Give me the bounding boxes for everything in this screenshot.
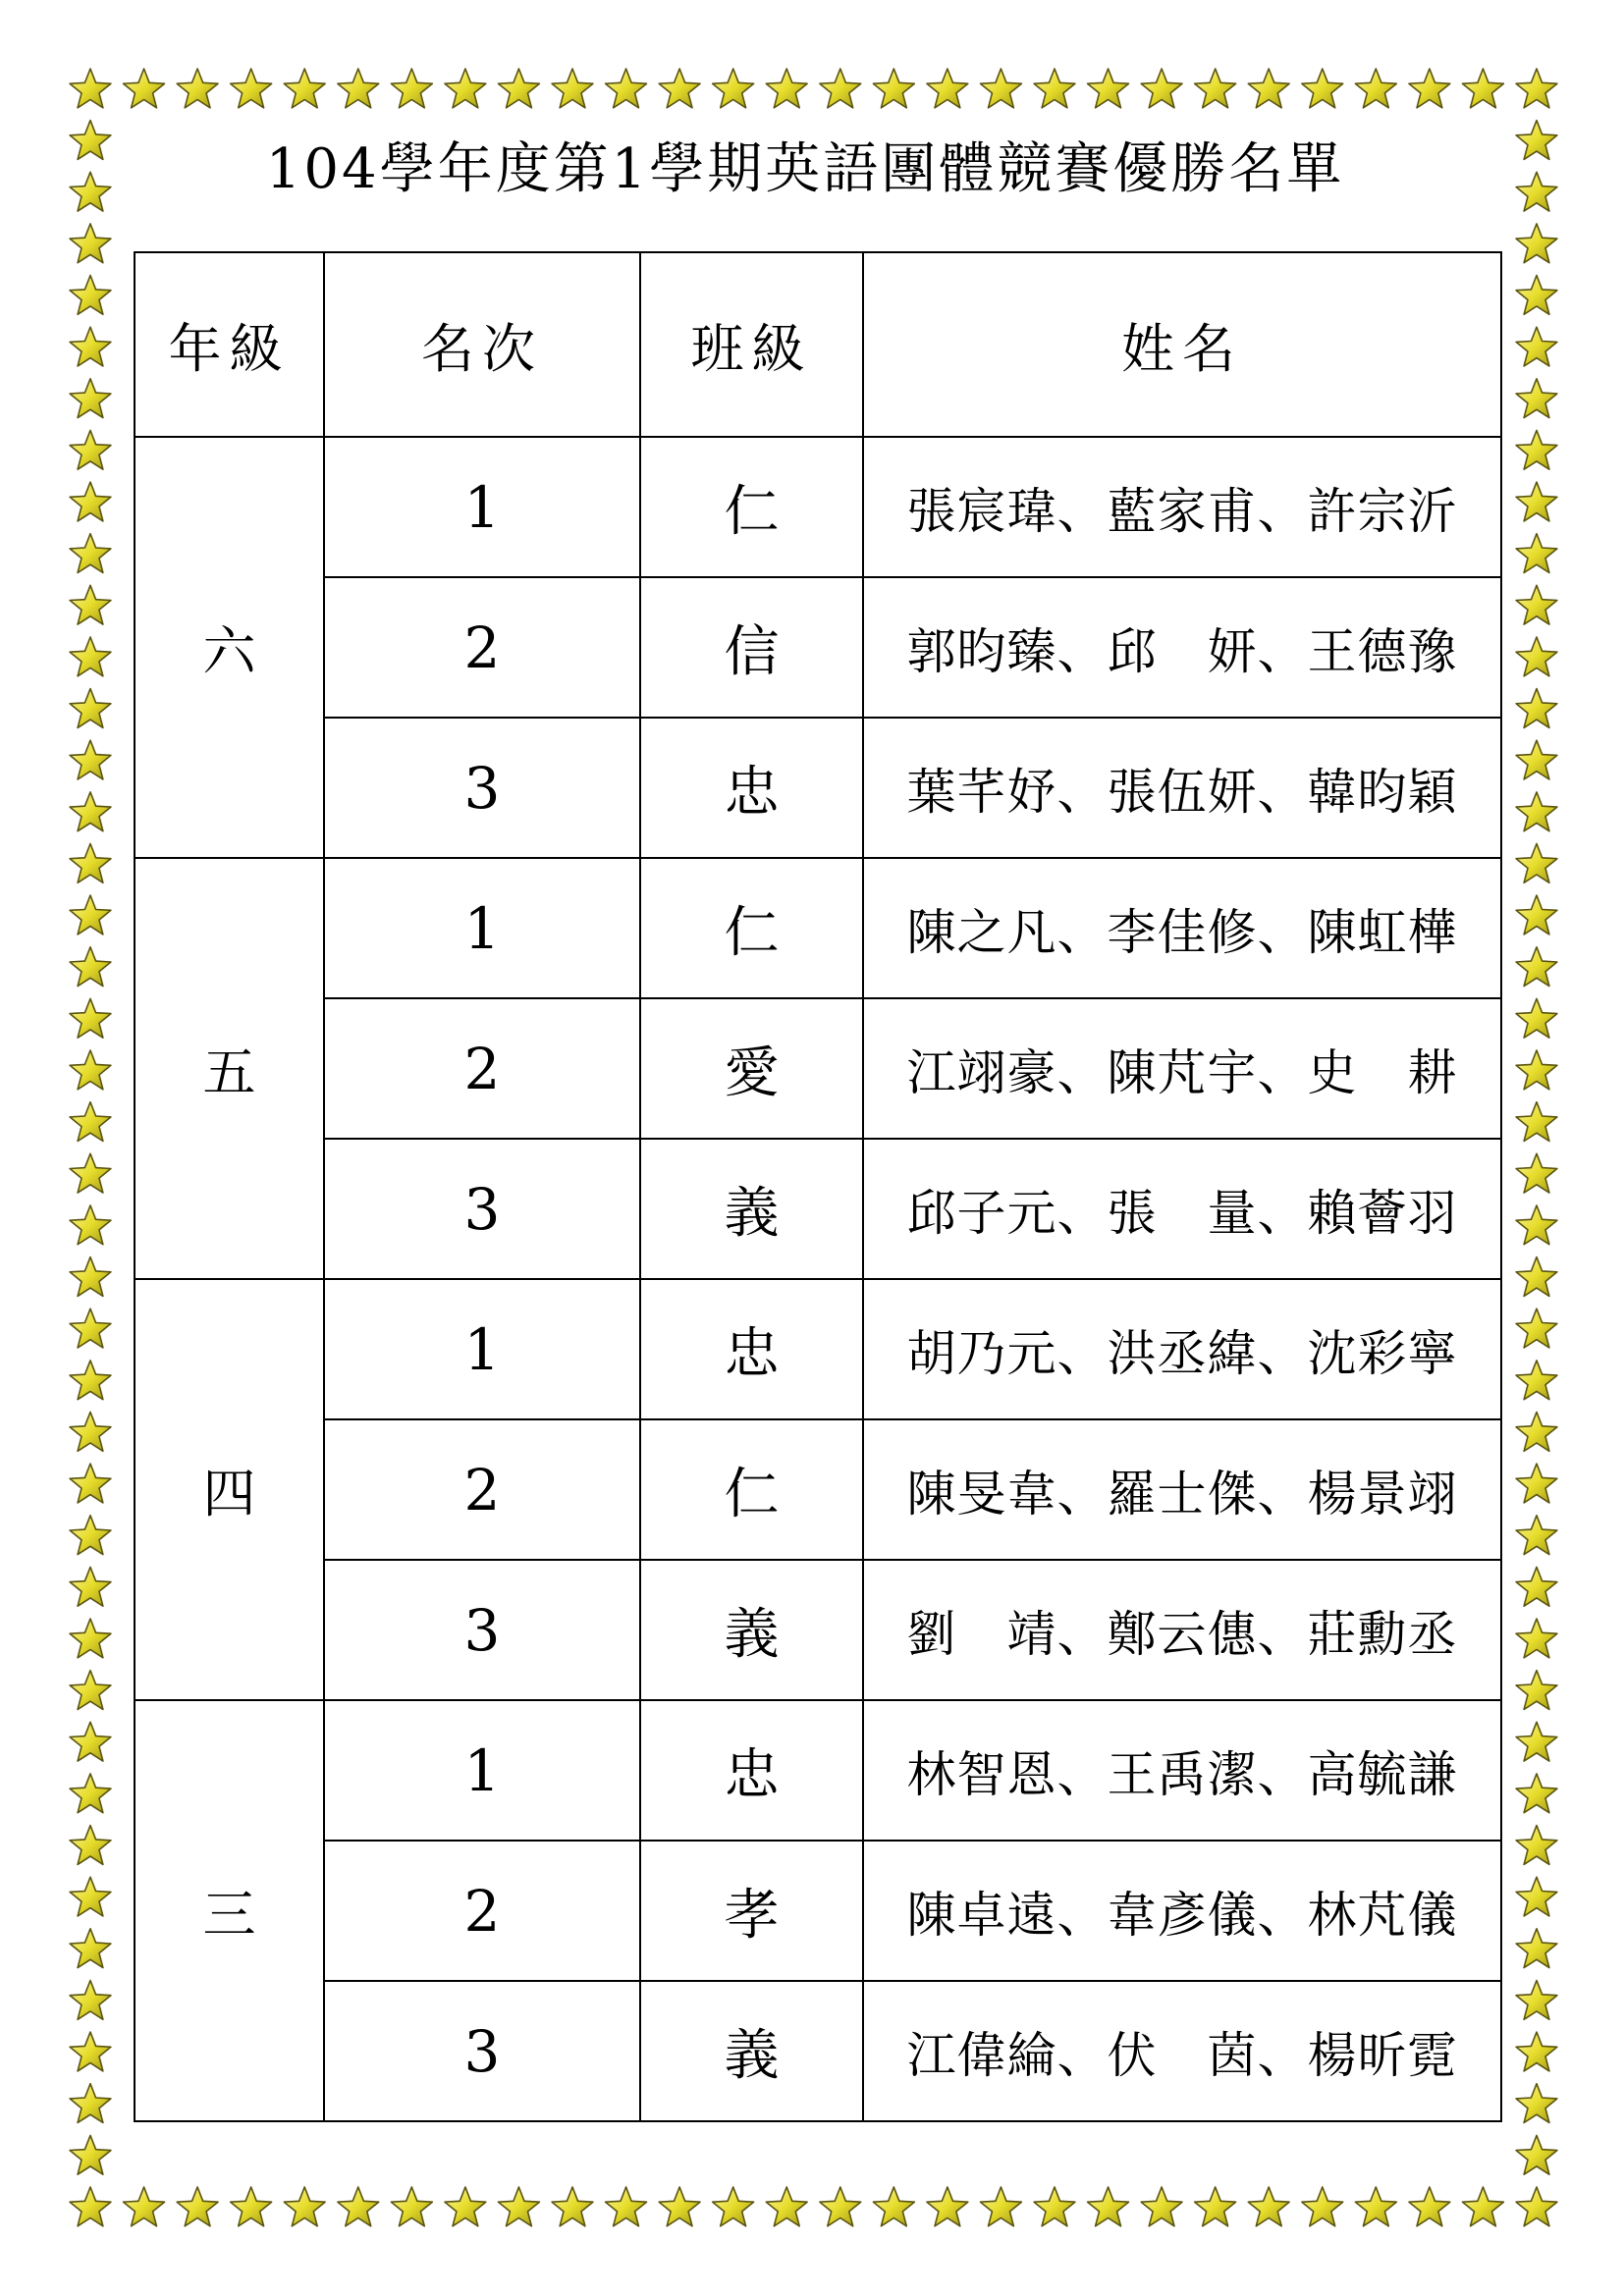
star-icon [70,1205,111,1245]
rank-cell: 1 [324,1279,640,1419]
grade-cell: 四 [135,1279,324,1700]
star-icon [1516,1981,1557,2020]
star-icon [820,2187,861,2226]
star-icon [1516,1464,1557,1503]
header-names: 姓名 [863,252,1501,437]
grade-cell: 五 [135,858,324,1279]
star-icon [766,2187,807,2226]
grade-cell: 六 [135,437,324,858]
star-icon [284,2187,325,2226]
star-icon [1516,2032,1557,2071]
star-icon [1516,689,1557,728]
star-icon [1516,327,1557,366]
star-icon [1516,224,1557,263]
rank-cell: 1 [324,437,640,577]
names-cell: 邱子元、張 量、賴薈羽 [863,1139,1501,1279]
star-icon [70,224,111,263]
table-row [135,858,1501,998]
class-cell: 仁 [640,1419,863,1560]
star-icon [1195,2187,1236,2226]
class-cell: 仁 [640,437,863,577]
star-icon [1088,69,1129,108]
star-icon [70,1308,111,1348]
star-icon [70,1619,111,1658]
table-row [135,1700,1501,1841]
star-icon [70,689,111,728]
names-cell: 陳之凡、李佳修、陳虹樺 [863,858,1501,998]
star-icon [70,2084,111,2123]
table-row [135,577,1501,718]
star-icon [70,1464,111,1503]
star-icon [1141,69,1182,108]
class-cell: 孝 [640,1841,863,1981]
star-icon [1516,2187,1557,2226]
star-icon [1516,1516,1557,1555]
star-icon [1463,2187,1504,2226]
star-icon [70,740,111,779]
class-cell: 忠 [640,1279,863,1419]
star-icon [1409,2187,1450,2226]
star-icon [70,379,111,418]
star-icon [391,2187,432,2226]
star-icon [70,327,111,366]
star-icon [499,69,540,108]
star-icon [1302,69,1343,108]
names-cell: 林智恩、王禹潔、高毓謙 [863,1700,1501,1841]
grade-cell: 三 [135,1700,324,2121]
star-icon [70,1516,111,1555]
star-icon [70,2135,111,2174]
rank-cell: 2 [324,1841,640,1981]
star-icon [1516,1877,1557,1916]
star-icon [499,2187,540,2226]
star-icon [659,69,700,108]
star-icon [820,69,861,108]
star-icon [552,2187,593,2226]
star-icon [1034,69,1075,108]
star-icon [1516,1308,1557,1348]
star-icon [70,69,111,108]
star-icon [1516,1102,1557,1142]
star-icon [1516,1929,1557,1968]
rank-cell: 2 [324,998,640,1139]
names-cell: 陳旻韋、羅士傑、楊景翊 [863,1419,1501,1560]
star-icon [70,2187,111,2226]
names-cell: 郭昀臻、邱 妍、王德豫 [863,577,1501,718]
star-icon [1516,1413,1557,1452]
table-row [135,1139,1501,1279]
names-cell: 江偉綸、伏 茵、楊昕霓 [863,1981,1501,2121]
star-icon [70,998,111,1038]
star-icon [1516,1722,1557,1761]
star-icon [713,2187,754,2226]
star-icon [1516,998,1557,1038]
class-cell: 信 [640,577,863,718]
table-row [135,1279,1501,1419]
star-icon [177,69,218,108]
star-icon [981,69,1022,108]
class-cell: 愛 [640,998,863,1139]
rank-cell: 2 [324,577,640,718]
star-icon [70,121,111,160]
star-icon [124,69,165,108]
star-icon [445,2187,486,2226]
star-icon [1516,379,1557,418]
star-icon [552,69,593,108]
star-icon [1516,1619,1557,1658]
star-icon [70,172,111,211]
table-row [135,998,1501,1139]
star-icon [1516,1361,1557,1400]
header-rank: 名次 [324,252,640,437]
class-cell: 義 [640,1560,863,1700]
star-icon [1516,895,1557,934]
star-icon [1516,1050,1557,1090]
star-icon [1516,1826,1557,1865]
header-row [135,252,1501,437]
names-cell: 陳卓遠、韋彥儀、林芃儀 [863,1841,1501,1981]
star-icon [70,1671,111,1710]
star-icon [1516,585,1557,624]
rank-cell: 3 [324,1981,640,2121]
class-cell: 義 [640,1139,863,1279]
star-icon [1355,69,1396,108]
results-table [134,251,1502,2122]
star-icon [177,2187,218,2226]
star-icon [606,2187,647,2226]
star-icon [1516,1567,1557,1606]
star-icon [338,69,379,108]
star-icon [70,430,111,469]
star-icon [1409,69,1450,108]
star-icon [70,844,111,883]
star-icon [1355,2187,1396,2226]
star-icon [70,895,111,934]
star-icon [1088,2187,1129,2226]
star-icon [70,1722,111,1761]
star-icon [927,2187,968,2226]
star-icon [70,482,111,521]
star-icon [124,2187,165,2226]
star-icon [231,69,272,108]
star-icon [70,1102,111,1142]
star-icon [70,1257,111,1297]
star-icon [231,2187,272,2226]
star-icon [70,276,111,315]
star-icon [981,2187,1022,2226]
rank-cell: 1 [324,1700,640,1841]
star-icon [70,1774,111,1813]
star-icon [1034,2187,1075,2226]
names-cell: 江翊豪、陳芃宇、史 耕 [863,998,1501,1139]
star-icon [1248,2187,1289,2226]
rank-cell: 2 [324,1419,640,1560]
star-icon [1516,637,1557,676]
rank-cell: 1 [324,858,640,998]
star-icon [70,1413,111,1452]
star-icon [70,1929,111,1968]
star-icon [338,2187,379,2226]
star-icon [70,1567,111,1606]
star-icon [284,69,325,108]
star-icon [1516,1205,1557,1245]
class-cell: 仁 [640,858,863,998]
star-icon [1248,69,1289,108]
star-icon [1516,1774,1557,1813]
star-icon [70,792,111,831]
table-row [135,1560,1501,1700]
star-icon [927,69,968,108]
star-icon [1516,2084,1557,2123]
star-icon [1516,1153,1557,1193]
star-icon [445,69,486,108]
header-class: 班級 [640,252,863,437]
star-icon [70,585,111,624]
star-icon [1516,947,1557,987]
star-icon [606,69,647,108]
star-icon [1516,792,1557,831]
star-icon [70,2032,111,2071]
star-icon [713,69,754,108]
star-icon [70,1826,111,1865]
star-icon [1516,1257,1557,1297]
star-icon [70,1877,111,1916]
star-icon [766,69,807,108]
class-cell: 忠 [640,718,863,858]
star-icon [873,2187,914,2226]
star-icon [1516,121,1557,160]
table-row [135,1841,1501,1981]
table-row [135,437,1501,577]
star-icon [1516,482,1557,521]
star-icon [70,1361,111,1400]
star-icon [70,1981,111,2020]
rank-cell: 3 [324,1560,640,1700]
star-icon [70,947,111,987]
header-grade: 年級 [135,252,324,437]
names-cell: 劉 靖、鄭云僡、莊勳丞 [863,1560,1501,1700]
star-icon [391,69,432,108]
table-row [135,1981,1501,2121]
page-title: 104學年度第1學期英語團體競賽優勝名單 [265,137,1345,201]
star-icon [70,1153,111,1193]
star-icon [1516,276,1557,315]
rank-cell: 3 [324,718,640,858]
star-icon [70,1050,111,1090]
table-row [135,1419,1501,1560]
table-row [135,718,1501,858]
rank-cell: 3 [324,1139,640,1279]
class-cell: 義 [640,1981,863,2121]
star-icon [1516,740,1557,779]
star-icon [70,534,111,573]
star-icon [1516,69,1557,108]
star-icon [1516,172,1557,211]
star-icon [70,637,111,676]
names-cell: 葉芊妤、張伍妍、韓昀穎 [863,718,1501,858]
star-icon [659,2187,700,2226]
star-icon [1516,430,1557,469]
class-cell: 忠 [640,1700,863,1841]
star-icon [1141,2187,1182,2226]
star-icon [1516,844,1557,883]
star-icon [1195,69,1236,108]
names-cell: 張宸瑋、藍家甫、許宗沂 [863,437,1501,577]
star-icon [1516,2135,1557,2174]
star-icon [873,69,914,108]
names-cell: 胡乃元、洪丞緯、沈彩寧 [863,1279,1501,1419]
star-icon [1516,1671,1557,1710]
star-icon [1516,534,1557,573]
star-icon [1463,69,1504,108]
star-icon [1302,2187,1343,2226]
